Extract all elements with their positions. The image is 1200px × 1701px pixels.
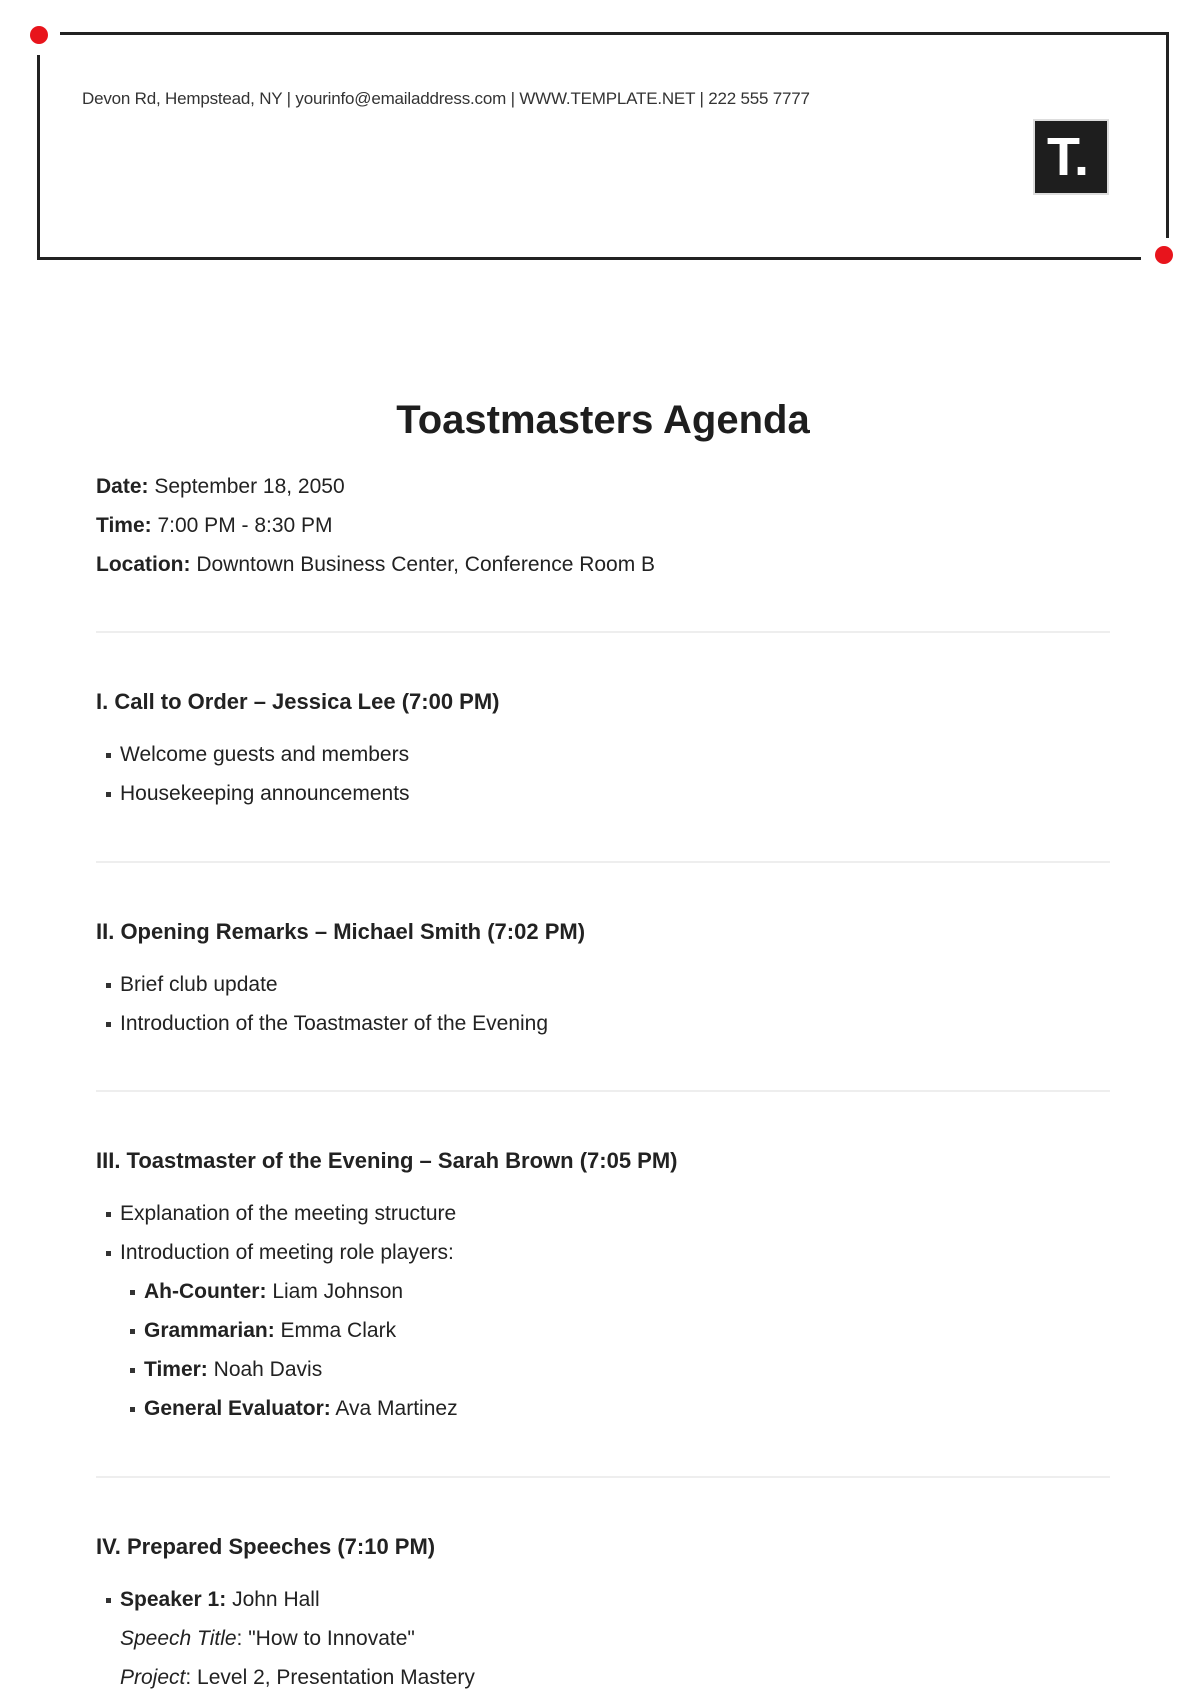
speaker-item: Speaker 1: John Hall Speech Title: "How to Innovate" Project: Level 2, Presentation Mastery (96, 1580, 1110, 1697)
section-opening-remarks (96, 861, 1110, 1043)
section-heading: I. Call to Order – Jessica Lee (7:00 PM) (96, 689, 500, 714)
meeting-info (96, 467, 655, 584)
section-heading: II. Opening Remarks – Michael Smith (7:02 PM) (96, 919, 586, 944)
section-toastmaster (96, 1090, 1110, 1428)
role-item: Grammarian: Emma Clark (120, 1311, 1110, 1350)
date-line: Date: September 18, 2050 (96, 475, 345, 498)
red-dot-decoration (1155, 246, 1173, 264)
speech-title: Speech Title: "How to Innovate" (120, 1627, 415, 1650)
location-line: Location: Downtown Business Center, Conference Room B (96, 553, 656, 576)
time-line: Time: 7:00 PM - 8:30 PM (96, 514, 333, 537)
list-item: Housekeeping announcements (96, 774, 1110, 813)
list-item: Introduction of meeting role players: Ah-Counter: Liam Johnson Grammarian: Emma Clark Timer: Noah Davis General Evaluator: Ava Martinez (96, 1233, 1110, 1428)
page-title: Toastmasters Agenda (396, 398, 810, 442)
red-dot-decoration (30, 26, 48, 44)
role-item: Timer: Noah Davis (120, 1350, 1110, 1389)
speech-project: Project: Level 2, Presentation Mastery (120, 1666, 475, 1689)
list-item: Introduction of the Toastmaster of the Evening (96, 1004, 1110, 1043)
frame-border-left (37, 55, 40, 260)
section-call-to-order (96, 631, 1110, 813)
role-item: General Evaluator: Ava Martinez (120, 1389, 1110, 1428)
list-item: Welcome guests and members (96, 735, 1110, 774)
logo (1033, 119, 1109, 195)
section-heading: III. Toastmaster of the Evening – Sarah Brown (7:05 PM) (96, 1148, 678, 1173)
list-item: Explanation of the meeting structure (96, 1194, 1110, 1233)
logo-text: T. (1047, 127, 1090, 187)
contact-info: Devon Rd, Hempstead, NY | yourinfo@emailaddress.com | WWW.TEMPLATE.NET | 222 555 7777 (82, 89, 810, 108)
role-item: Ah-Counter: Liam Johnson (120, 1272, 1110, 1311)
frame-border-bottom (37, 257, 1141, 260)
section-prepared-speeches (96, 1476, 1110, 1697)
list-item: Brief club update (96, 965, 1110, 1004)
frame-border-right (1166, 32, 1169, 238)
section-heading: IV. Prepared Speeches (7:10 PM) (96, 1534, 436, 1559)
frame-border-top (60, 32, 1168, 35)
